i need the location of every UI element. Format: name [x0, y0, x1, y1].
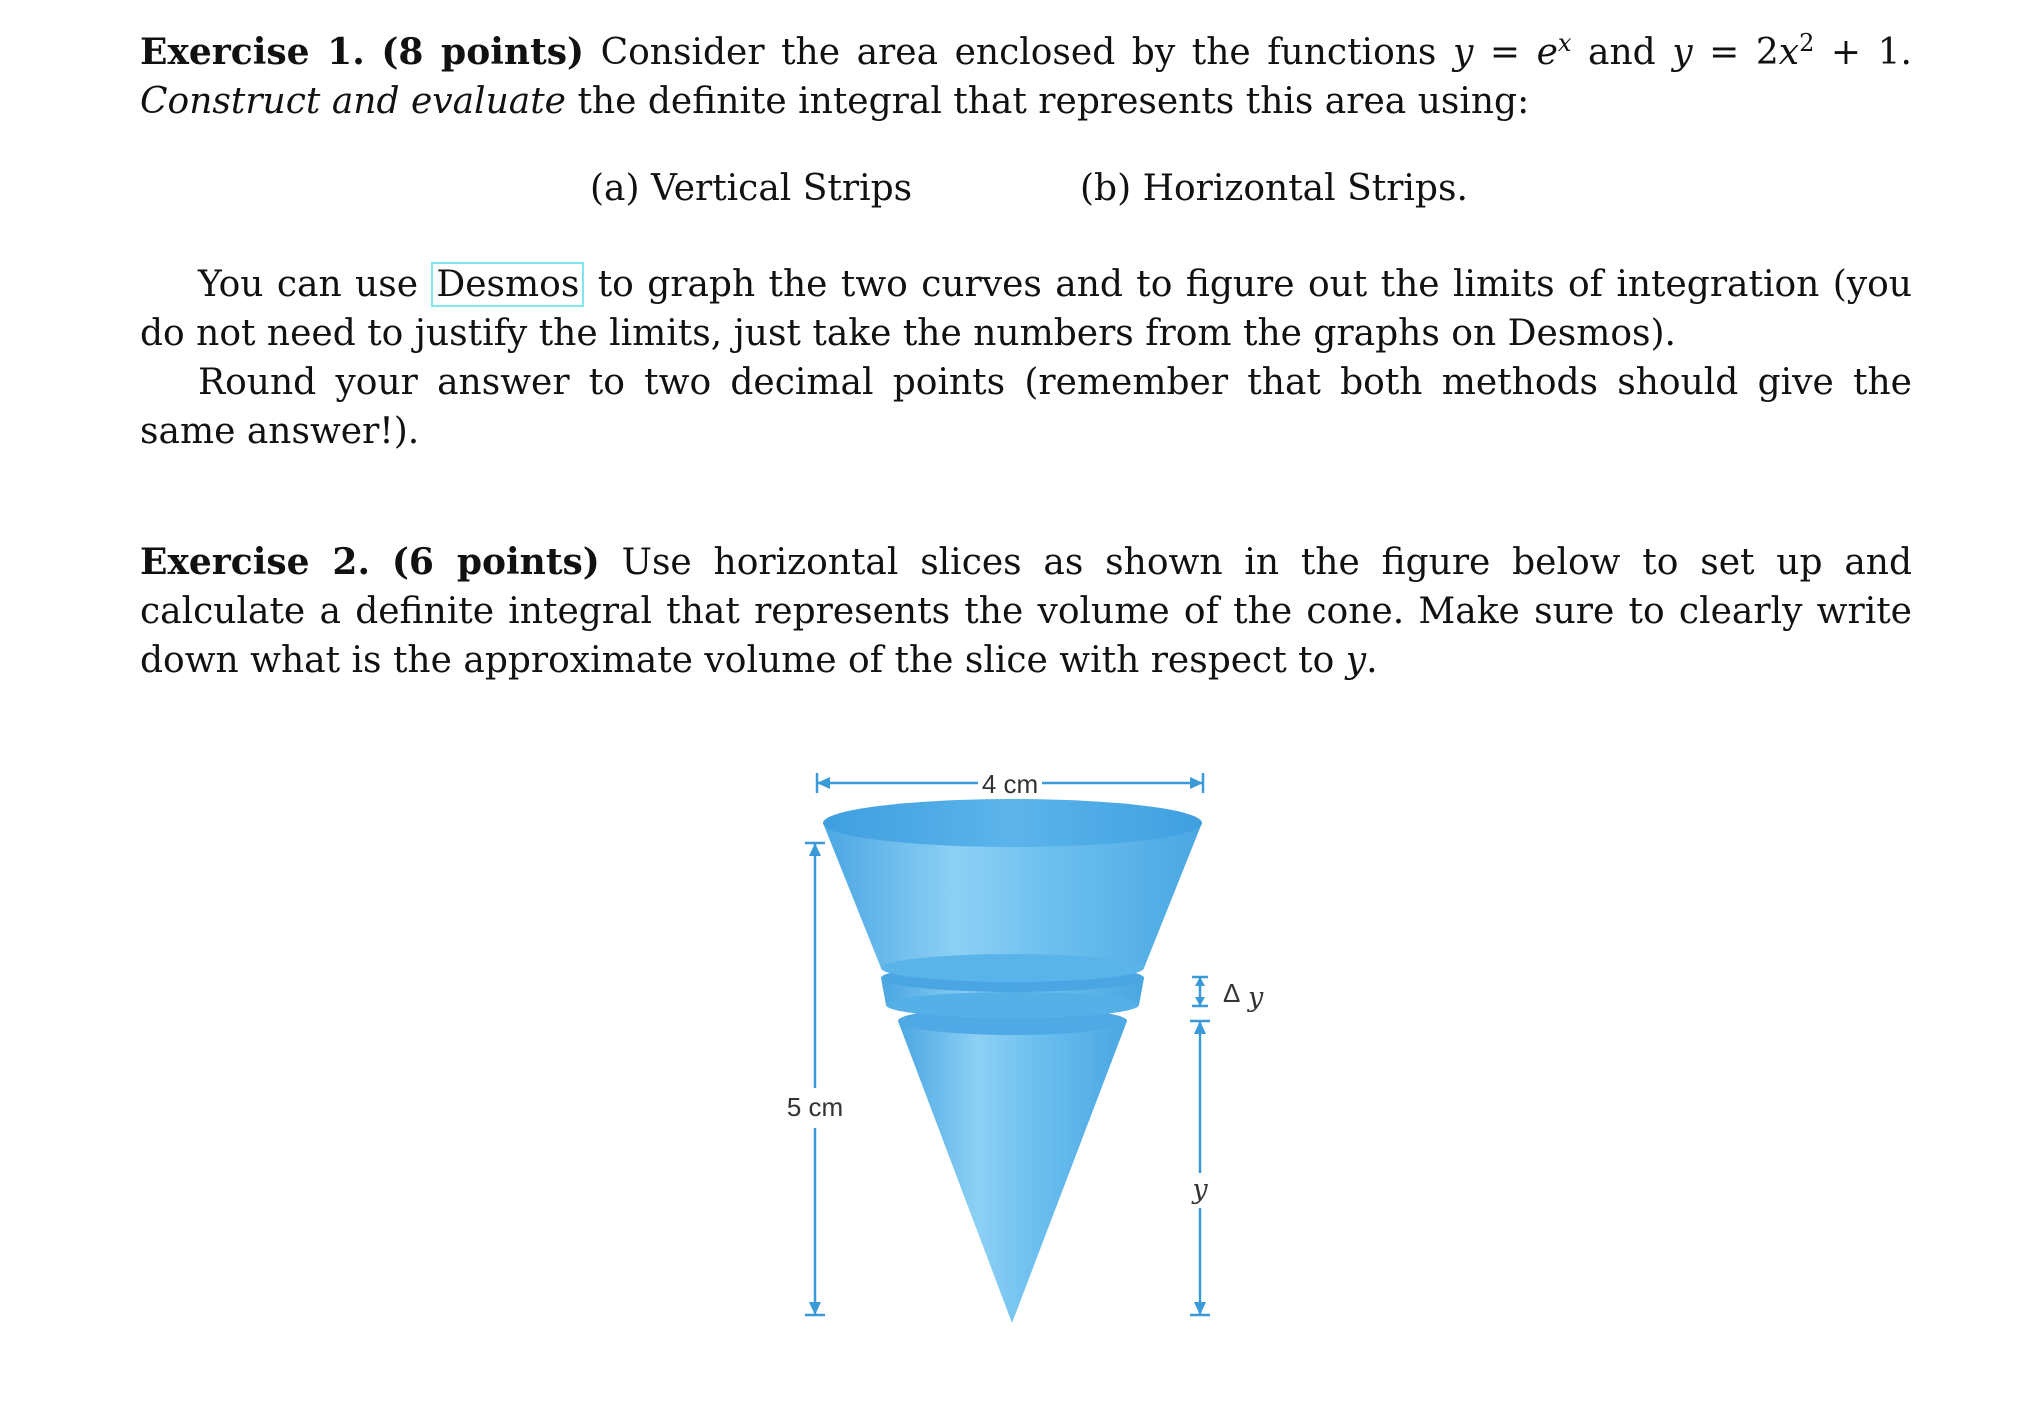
construct-evaluate-text: Construct and evaluate [140, 81, 566, 122]
func2-tail: + 1. [1814, 32, 1912, 73]
func2-var: x [1778, 32, 1800, 73]
and-text: and [1571, 32, 1673, 73]
desmos-note [140, 260, 1912, 358]
y-dimension [1190, 1021, 1210, 1315]
func2-exp: 2 [1799, 29, 1815, 57]
width-label: 4 cm [981, 769, 1039, 799]
delta-y-arrow-bottom [1195, 997, 1205, 1006]
desmos-note-suffix: to graph the two curves and to figure out the limits of integration (you do not need to justify the limits, just take the numbers from the graphs on Desmos). [140, 264, 1912, 354]
exercise-2-heading: Exercise 2. [140, 541, 371, 583]
exercise-2-var: y [1345, 640, 1367, 681]
delta-var: y [1248, 982, 1264, 1013]
width-dimension [817, 769, 1203, 799]
height-label: 5 cm [786, 1092, 844, 1122]
rounding-note: Round your answer to two decimal points (remember that both methods should give the same answer!). [140, 362, 1912, 452]
slice-disk-bottom [886, 992, 1139, 1018]
height-dimension [787, 843, 843, 1315]
width-arrow-right [1190, 777, 1203, 789]
width-arrow-left [817, 777, 830, 789]
func1-eq: = [1473, 32, 1537, 73]
cone-upper-bottom-face [881, 954, 1144, 982]
part-a-vertical-strips: (a) Vertical Strips [590, 168, 913, 209]
desmos-link[interactable]: Desmos [431, 262, 584, 307]
delta-y-dimension [1192, 977, 1264, 1013]
exercise-2-points: (6 points) [391, 541, 600, 583]
func1-exp: x [1557, 29, 1572, 57]
delta-symbol: Δ [1223, 978, 1241, 1008]
func1-lhs: y [1452, 32, 1474, 73]
exercise-1-parts [140, 168, 1912, 218]
exercise-2-statement [140, 538, 1912, 685]
exercise-2-text: Use horizontal slices as shown in the figure below to set up and calculate a definite integral that represents the volume of the cone. Make sure to clearly write down what is the approximate volume of the slice with respect to [140, 542, 1913, 681]
exercise-1-text-b: the definite integral that represents this area using: [577, 81, 1530, 122]
desmos-note-prefix: You can use [198, 264, 419, 305]
func2-lhs: y [1672, 32, 1693, 73]
height-arrow-top [809, 843, 821, 856]
exercise-1-heading: Exercise 1. [140, 31, 365, 73]
height-arrow-bottom [809, 1302, 821, 1315]
exercise-1-points: (8 points) [381, 31, 585, 73]
cone-figure [720, 718, 1280, 1358]
exercise-1-text-a: Consider the area enclosed by the functions [600, 32, 1437, 73]
cone-top-face [823, 799, 1202, 847]
y-arrow-top [1194, 1021, 1206, 1034]
exercise-1-statement [140, 28, 1912, 126]
exercise-2-period: . [1366, 640, 1378, 681]
y-label: y [1192, 1174, 1208, 1205]
cone-lower-part [898, 1021, 1127, 1323]
func1-base: e [1536, 32, 1558, 73]
part-b-horizontal-strips: (b) Horizontal Strips. [1080, 168, 1468, 209]
y-arrow-bottom [1194, 1302, 1206, 1315]
func2-eq: = 2 [1692, 32, 1779, 73]
delta-y-arrow-top [1195, 977, 1205, 986]
